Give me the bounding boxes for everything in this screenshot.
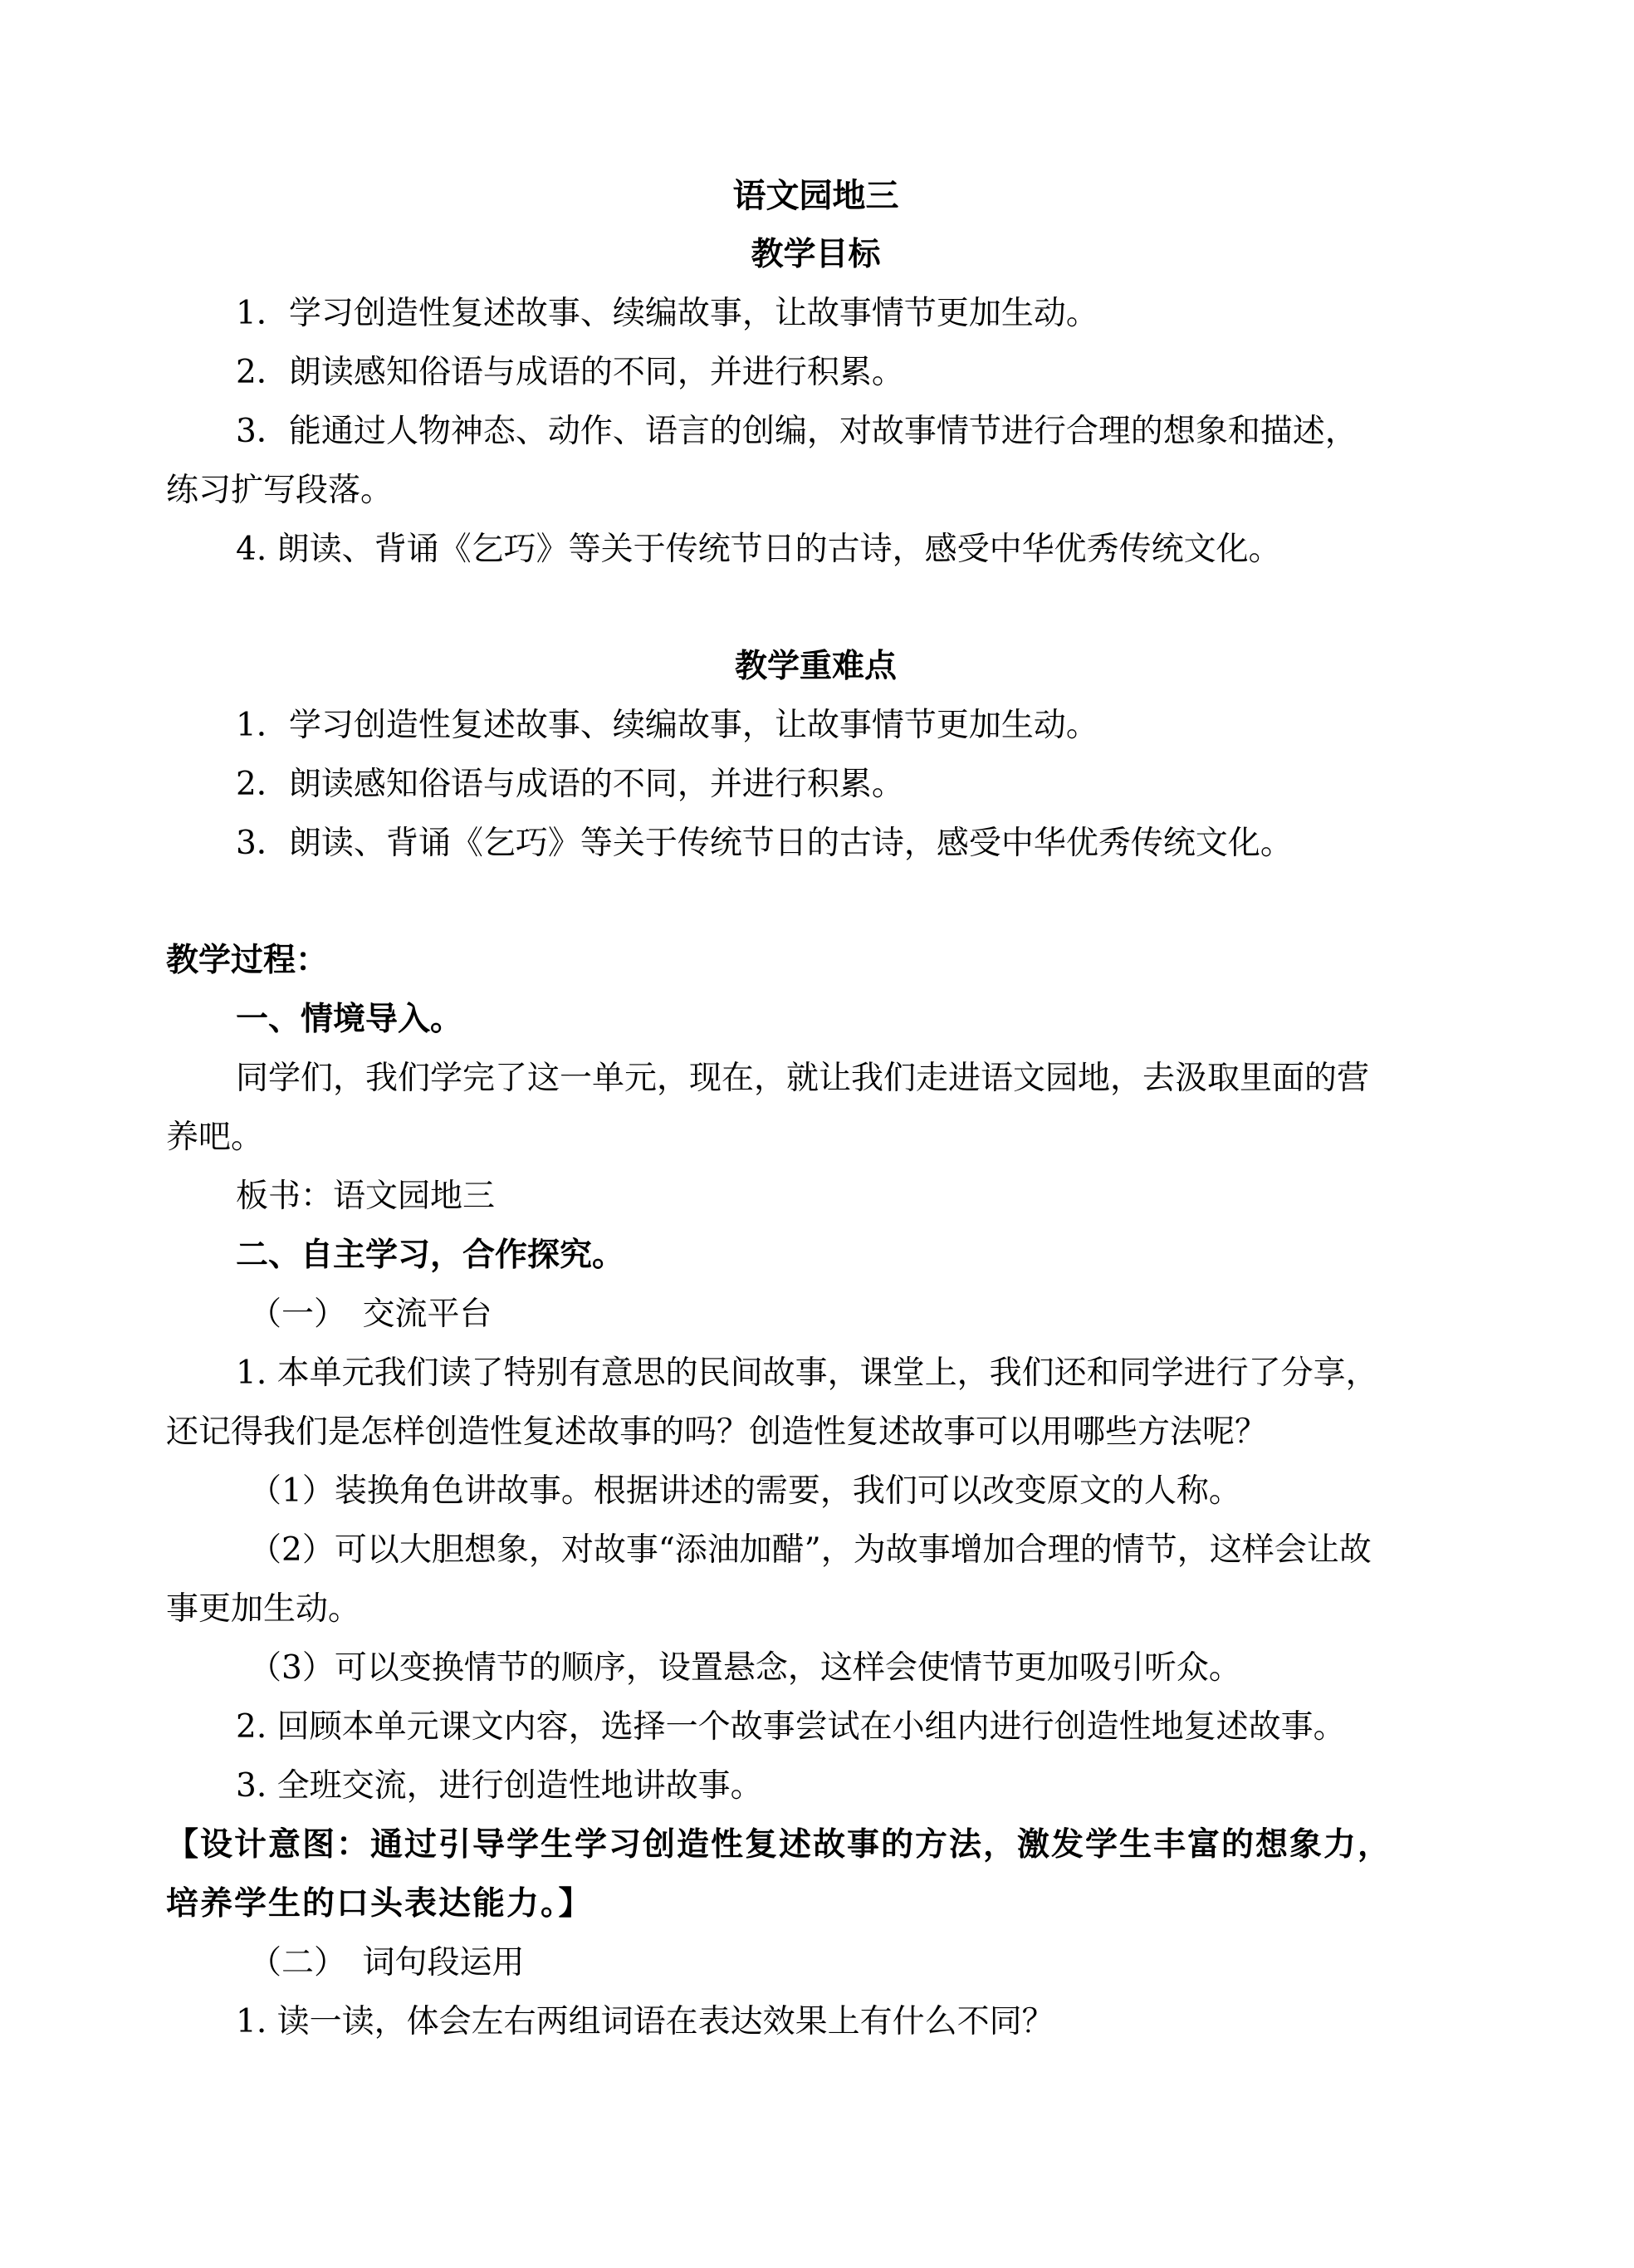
method-1: （1）装换角色讲故事。根据讲述的需要，我们可以改变原文的人称。	[249, 1472, 1241, 1510]
goal-item-3-continued: 练习扩写段落。	[166, 472, 394, 509]
question-1: 1. 本单元我们读了特别有意思的民间故事，课堂上，我们还和同学进行了分享，	[236, 1354, 1378, 1392]
method-2: （2）可以大胆想象，对故事“添油加醋”，为故事增加合理的情节，这样会让故	[249, 1531, 1372, 1569]
process-heading: 教学过程：	[166, 941, 329, 979]
section-gap	[166, 579, 1465, 637]
section-1-heading: 一、情境导入。	[236, 1000, 463, 1038]
goal-item-2: 2．朗读感知俗语与成语的不同，并进行积累。	[236, 354, 904, 391]
design-intent-continued: 培养学生的口头表达能力。】	[166, 1884, 593, 1923]
section-2-heading: 二、自主学习，合作探究。	[236, 1236, 625, 1274]
goal-item-4: 4. 朗读、背诵《乞巧》等关于传统节日的古诗，感受中华优秀传统文化。	[236, 531, 1281, 568]
key-point-item-1: 1．学习创造性复述故事、续编故事，让故事情节更加生动。	[236, 707, 1098, 744]
question-3: 3. 全班交流，进行创造性地讲故事。	[236, 1767, 763, 1805]
method-3: （3）可以变换情节的顺序，设置悬念，这样会使情节更加吸引听众。	[249, 1649, 1241, 1687]
section-1-paragraph-continued: 养吧。	[166, 1119, 264, 1156]
key-point-item-2: 2．朗读感知俗语与成语的不同，并进行积累。	[236, 766, 904, 803]
subsection-1-heading: （一） 交流平台	[249, 1296, 492, 1333]
subsection-2-question-1: 1. 读一读，体会左右两组词语在表达效果上有什么不同？	[236, 2003, 1054, 2040]
design-intent: 【设计意图：通过引导学生学习创造性复述故事的方法，激发学生丰富的想象力，	[166, 1825, 1392, 1864]
section-gap	[166, 873, 1465, 931]
key-point-item-3: 3．朗读、背诵《乞巧》等关于传统节日的古诗，感受中华优秀传统文化。	[236, 825, 1293, 862]
subsection-2-heading: （二） 词句段运用	[249, 1944, 525, 1981]
key-points-heading: 教学重难点	[734, 647, 897, 685]
question-1-continued: 还记得我们是怎样创造性复述故事的吗？创造性复述故事可以用哪些方法呢？	[166, 1413, 1268, 1451]
document-page	[166, 166, 1465, 2051]
question-2: 2. 回顾本单元课文内容，选择一个故事尝试在小组内进行创造性地复述故事。	[236, 1708, 1346, 1746]
section-1-paragraph: 同学们，我们学完了这一单元，现在，就让我们走进语文园地，去汲取里面的营	[236, 1060, 1370, 1097]
goals-heading: 教学目标	[751, 235, 881, 273]
method-2-continued: 事更加生动。	[166, 1590, 361, 1628]
board-note: 板书：语文园地三	[236, 1178, 496, 1215]
goal-item-1: 1．学习创造性复述故事、续编故事，让故事情节更加生动。	[236, 295, 1098, 332]
document-title: 语文园地三	[732, 176, 899, 215]
goal-item-3: 3．能通过人物神态、动作、语言的创编，对故事情节进行合理的想象和描述，	[236, 413, 1358, 450]
